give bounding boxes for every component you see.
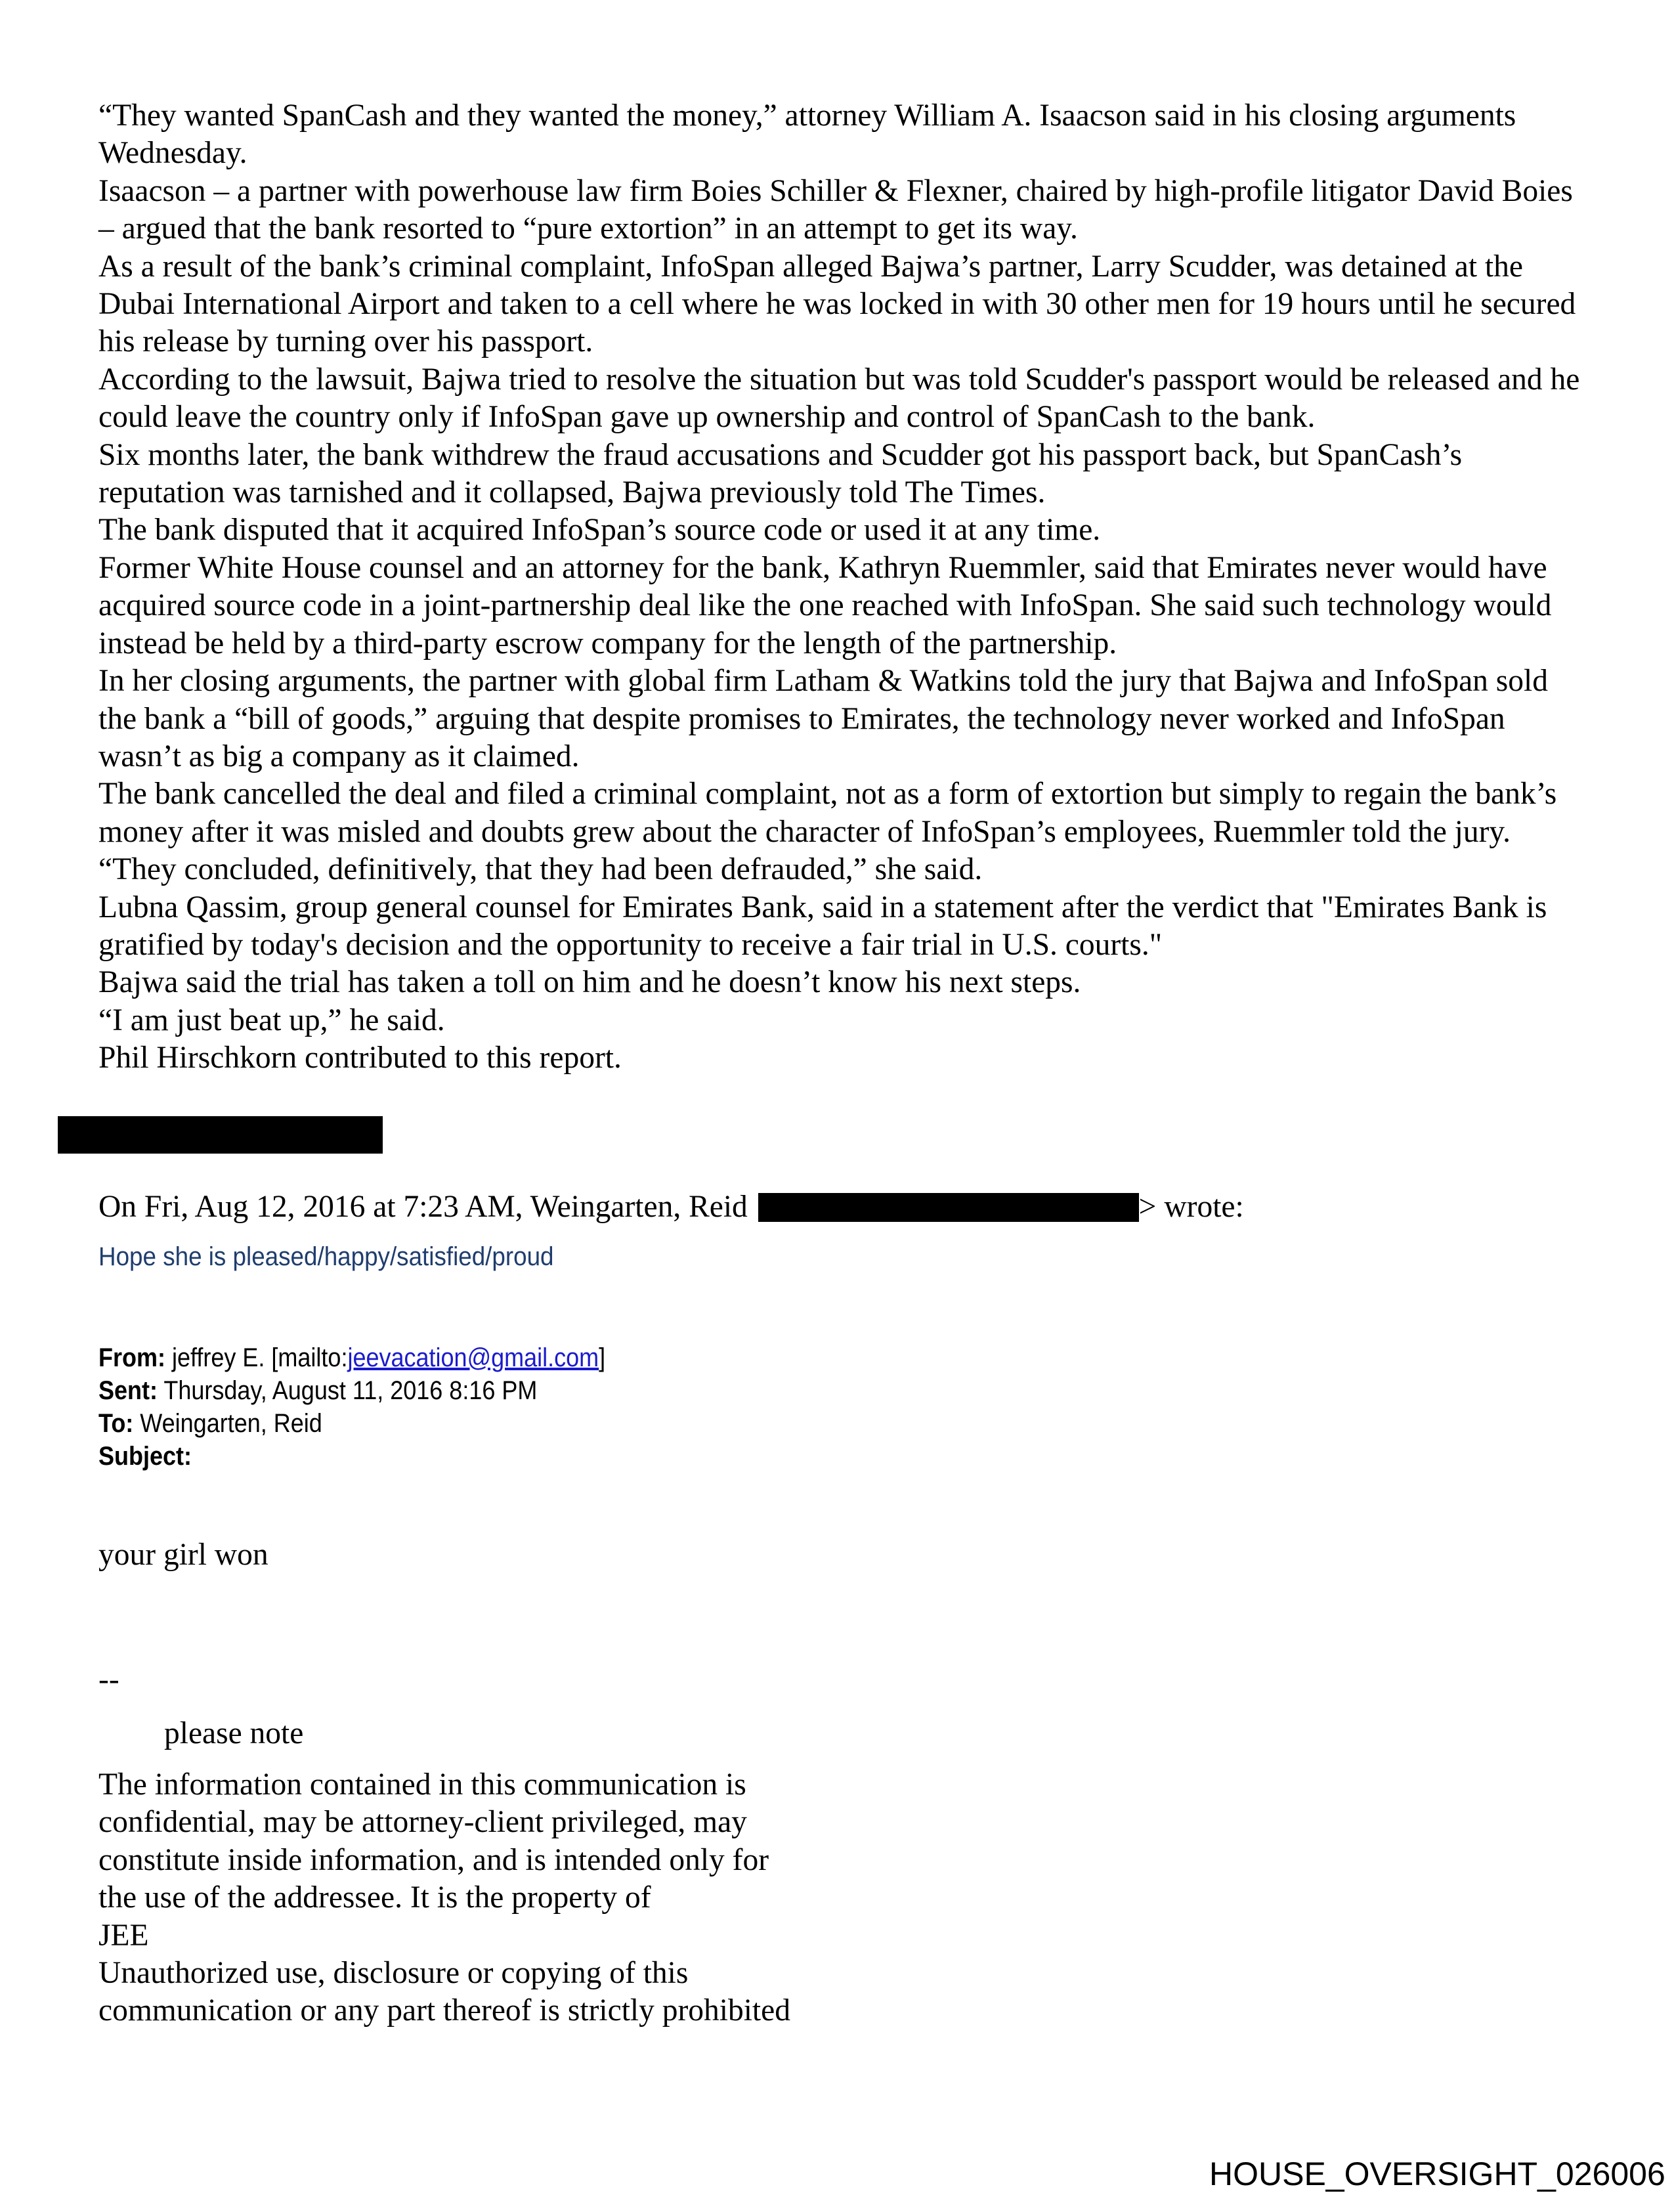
disclaimer-line: Unauthorized use, disclosure or copying of this xyxy=(98,1956,689,1991)
sent-value: Thursday, August 11, 2016 8:16 PM xyxy=(163,1376,538,1405)
paragraph: Lubna Qassim, group general counsel for Emirates Bank, said in a statement after the verdict that "Emirates Bank is gratified by today's decision and the opportunity to receive a fair trial in U.S. courts." xyxy=(98,890,1547,962)
signature-separator: -- xyxy=(98,1662,119,1697)
disclaimer-line: confidential, may be attorney-client privileged, may xyxy=(98,1805,747,1840)
paragraph: The bank cancelled the deal and filed a criminal complaint, not as a form of extortion but simply to regain the bank’s money after it was misled and doubts grew about the character of InfoSpan’s employees, Ruemmler told the jury. xyxy=(98,777,1557,849)
paragraph: Six months later, the bank withdrew the fraud accusations and Scudder got his passport back, but SpanCash’s reputation was tarnished and it collapsed, Bajwa previously told The Times. xyxy=(98,437,1463,510)
article-text xyxy=(98,97,1582,1077)
paragraph: The bank disputed that it acquired InfoSpan’s source code or used it at any time. xyxy=(98,513,1101,548)
paragraph: Bajwa said the trial has taken a toll on him and he doesn’t know his next steps. xyxy=(98,965,1081,1000)
disclaimer-line: the use of the addressee. It is the property of xyxy=(98,1880,651,1915)
paragraph: In her closing arguments, the partner with global firm Latham & Watkins told the jury that Bajwa and InfoSpan sold the bank a “bill of goods,” arguing that despite promises to Emirates, the technology never worked and InfoSpan wasn’t as big a company as it claimed. xyxy=(98,664,1548,773)
disclaimer-line: JEE xyxy=(98,1918,149,1953)
sent-row xyxy=(98,1374,605,1407)
paragraph: “I am just beat up,” he said. xyxy=(98,1003,445,1037)
sent-label: Sent: xyxy=(98,1376,158,1405)
attribution-text: On Fri, Aug 12, 2016 at 7:23 AM, Weingarten, Reid xyxy=(98,1190,748,1224)
email-body: your girl won xyxy=(98,1538,268,1572)
email-header xyxy=(98,1341,605,1473)
paragraph: Phil Hirschkorn contributed to this report. xyxy=(98,1041,622,1075)
subject-row xyxy=(98,1440,605,1473)
paragraph: Former White House counsel and an attorney for the bank, Kathryn Ruemmler, said that Emirates never would have acquired source code in a joint-partnership deal like the one reached with InfoSpan. She said such technology would instead be held by a third-party escrow company for the length of the partnership. xyxy=(98,550,1552,661)
disclaimer-line: constitute inside information, and is intended only for xyxy=(98,1842,769,1877)
from-value: jeffrey E. [mailto: xyxy=(172,1343,348,1372)
redacted-email xyxy=(758,1193,1139,1222)
subject-label: Subject: xyxy=(98,1442,192,1471)
from-label: From: xyxy=(98,1343,165,1372)
disclaimer xyxy=(98,1766,790,2030)
redaction-bar xyxy=(58,1116,383,1154)
bates-number: HOUSE_OVERSIGHT_026006 xyxy=(1209,2156,1665,2192)
to-value: Weingarten, Reid xyxy=(140,1409,322,1438)
paragraph: “They wanted SpanCash and they wanted the money,” attorney William A. Isaacson said in his closing arguments Wednesday. xyxy=(98,98,1516,171)
from-row xyxy=(98,1341,605,1374)
to-label: To: xyxy=(98,1409,134,1438)
paragraph: “They concluded, definitively, that they had been defrauded,” she said. xyxy=(98,852,983,887)
attribution-suffix: > wrote: xyxy=(1138,1190,1244,1224)
signature-note: please note xyxy=(164,1716,304,1750)
paragraph: According to the lawsuit, Bajwa tried to resolve the situation but was told Scudder's passport would be released and he could leave the country only if InfoSpan gave up ownership and control of SpanCash to the bank. xyxy=(98,362,1580,435)
reply-message: Hope she is pleased/happy/satisfied/proud xyxy=(98,1242,554,1271)
from-close: ] xyxy=(599,1343,606,1372)
reply-attribution xyxy=(98,1188,1244,1226)
paragraph: Isaacson – a partner with powerhouse law firm Boies Schiller & Flexner, chaired by high-profile litigator David Boies – argued that the bank resorted to “pure extortion” in an attempt to get its way. xyxy=(98,173,1573,246)
paragraph: As a result of the bank’s criminal complaint, InfoSpan alleged Bajwa’s partner, Larry Scudder, was detained at the Dubai International Airport and taken to a cell where he was locked in with 30 other men for 19 hours until he secured his release by turning over his passport. xyxy=(98,249,1576,359)
to-row xyxy=(98,1407,605,1440)
disclaimer-line: The information contained in this communication is xyxy=(98,1767,746,1802)
disclaimer-line: communication or any part thereof is strictly prohibited xyxy=(98,1993,790,2028)
from-email-link[interactable]: jeevacation@gmail.com xyxy=(347,1343,599,1372)
